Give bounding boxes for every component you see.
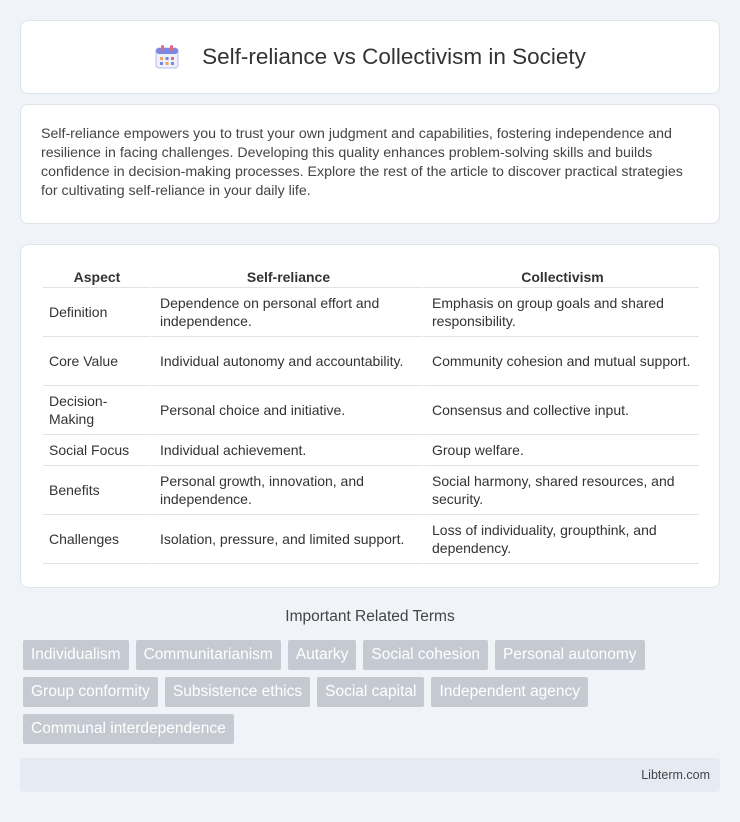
comparison-table [43, 266, 699, 564]
intro-paragraph: Self-reliance empowers you to trust your own judgment and capabilities, fostering independence and resilience in facing challenges. Developing this quality enhances problem-solving skills and builds confidence in decision-making processes. Explore the rest of the article to discover practical strategies for cultivating self-reliance in your daily life. [41, 126, 683, 199]
table-cell: Loss of individuality, groupthink, and dependency. [423, 515, 699, 564]
table-cell: Dependence on personal effort and independence. [151, 288, 423, 337]
tag-social-capital[interactable]: Social capital [317, 677, 424, 707]
table-row [43, 435, 699, 466]
table-cell: Decision-Making [43, 386, 151, 435]
table-cell: Consensus and collective input. [423, 386, 699, 435]
table-cell: Group welfare. [423, 435, 699, 466]
tag-social-cohesion[interactable]: Social cohesion [363, 640, 488, 670]
table-cell: Personal choice and initiative. [151, 386, 423, 435]
table-cell: Individual autonomy and accountability. [151, 337, 423, 386]
tag-personal-autonomy[interactable]: Personal autonomy [495, 640, 645, 670]
table-row [43, 466, 699, 515]
tag-individualism[interactable]: Individualism [23, 640, 129, 670]
comparison-table-card [20, 244, 720, 588]
tag-group-conformity[interactable]: Group conformity [23, 677, 158, 707]
table-cell: Personal growth, innovation, and independence. [151, 466, 423, 515]
footer [20, 758, 720, 792]
calendar-icon [154, 44, 180, 70]
footer-site-link[interactable]: Libterm.com [641, 768, 710, 782]
header-card [20, 20, 720, 94]
table-header-row [43, 266, 699, 288]
table-row [43, 515, 699, 564]
related-terms-list [23, 640, 723, 751]
page-title: Self-reliance vs Collectivism in Society [202, 44, 586, 69]
tag-autarky[interactable]: Autarky [288, 640, 357, 670]
column-header: Aspect [43, 266, 151, 288]
table-row [43, 337, 699, 386]
table-cell: Challenges [43, 515, 151, 564]
table-cell: Social Focus [43, 435, 151, 466]
tag-communal-interdependence[interactable]: Communal interdependence [23, 714, 234, 744]
tag-communitarianism[interactable]: Communitarianism [136, 640, 281, 670]
column-header: Self-reliance [151, 266, 423, 288]
table-cell: Emphasis on group goals and shared responsibility. [423, 288, 699, 337]
table-cell: Core Value [43, 337, 151, 386]
tag-independent-agency[interactable]: Independent agency [431, 677, 587, 707]
related-terms-title: Important Related Terms [285, 608, 455, 625]
table-cell: Individual achievement. [151, 435, 423, 466]
table-row [43, 386, 699, 435]
table-cell: Definition [43, 288, 151, 337]
tag-subsistence-ethics[interactable]: Subsistence ethics [165, 677, 310, 707]
table-cell: Isolation, pressure, and limited support. [151, 515, 423, 564]
table-row [43, 288, 699, 337]
column-header: Collectivism [423, 266, 699, 288]
table-cell: Community cohesion and mutual support. [423, 337, 699, 386]
table-cell: Social harmony, shared resources, and security. [423, 466, 699, 515]
intro-card [20, 104, 720, 224]
table-cell: Benefits [43, 466, 151, 515]
